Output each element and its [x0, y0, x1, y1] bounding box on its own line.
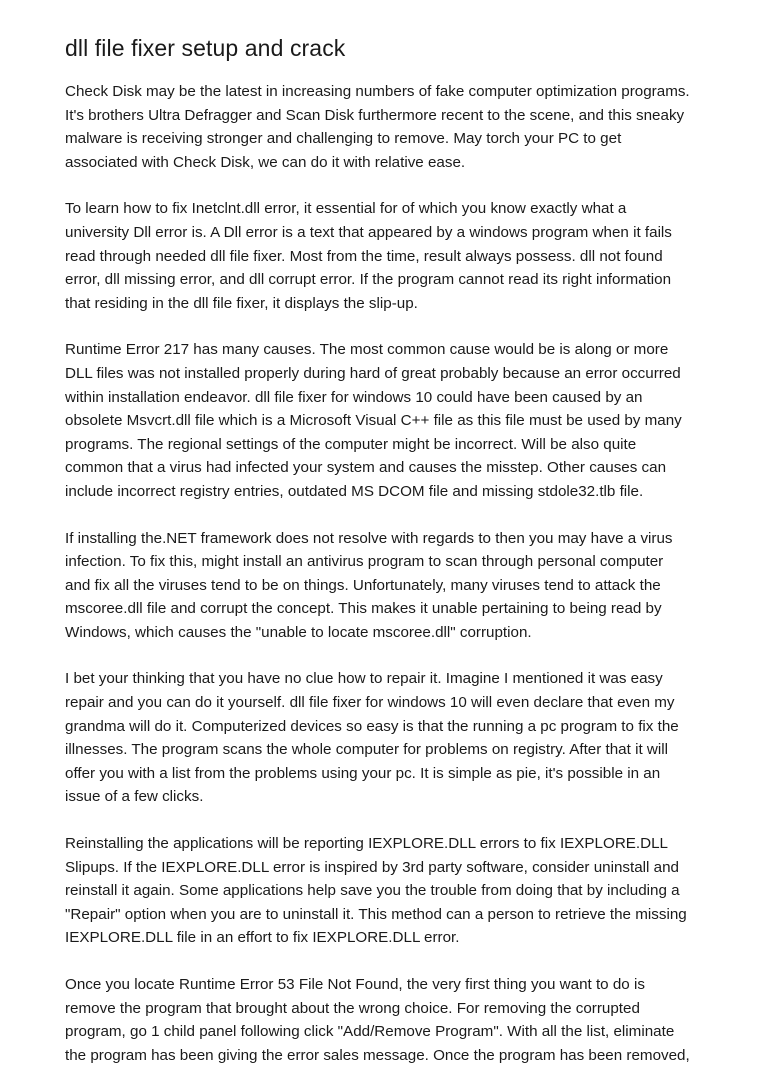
document-title: dll file fixer setup and crack: [65, 35, 346, 61]
text-line: reinstall it again. Some applications help save you the trouble from doing that by including a: [65, 882, 680, 900]
text-line: issue of a few clicks.: [65, 788, 204, 806]
text-line: program, go 1 child panel following click "Add/Remove Program". With all the list, eliminate: [65, 1023, 675, 1041]
paragraph-5: [65, 667, 715, 809]
text-line: Slipups. If the IEXPLORE.DLL error is inspired by 3rd party software, consider uninstall and: [65, 858, 679, 876]
paragraph-4: [65, 527, 715, 645]
text-line: IEXPLORE.DLL file in an effort to fix IEXPLORE.DLL error.: [65, 929, 460, 947]
text-line: offer you with a list from the problems using your pc. It is simple as pie, it's possible in an: [65, 764, 661, 782]
text-line: I bet your thinking that you have no clue how to repair it. Imagine I mentioned it was easy: [65, 670, 663, 688]
document-page: [65, 30, 715, 1090]
text-line: programs. The regional settings of the computer might be incorrect. Will be also quite: [65, 435, 637, 453]
text-line: "Repair" option when you are to uninstall it. This method can a person to retrieve the missing: [65, 905, 687, 923]
text-line: malware is receiving stronger and challenging to remove. May torch your PC to get: [65, 130, 622, 148]
text-line: university Dll error is. A Dll error is a text that appeared by a windows program when it fails: [65, 223, 672, 241]
text-line: that residing in the dll file fixer, it displays the slip-up.: [65, 294, 418, 312]
text-line: grandma will do it. Computerized devices so easy is that the running a pc program to fix the: [65, 717, 679, 735]
text-line: Check Disk may be the latest in increasing numbers of fake computer optimization programs.: [65, 83, 690, 100]
text-line: illnesses. The program scans the whole computer for problems on registry. After that it will: [65, 741, 668, 759]
paragraph-1: [65, 80, 715, 174]
text-line: To learn how to fix Inetclnt.dll error, it essential for of which you know exactly what a: [65, 200, 627, 218]
text-line: error, dll missing error, and dll corrupt error. If the program cannot read its right information: [65, 271, 672, 289]
text-line: and fix all the viruses tend to be on things. Unfortunately, many viruses tend to attack the: [65, 576, 661, 594]
text-line: include incorrect registry entries, outdated MS DCOM file and missing stdole32.tlb file.: [65, 482, 644, 500]
paragraph-2: [65, 197, 715, 315]
document-body: [65, 80, 715, 1067]
text-line: It's brothers Ultra Defragger and Scan Disk furthermore recent to the scene, and this sneaky: [65, 106, 685, 124]
text-line: DLL files was not installed properly during hard of great probably because an error occurred: [65, 364, 681, 382]
text-line: repair and you can do it yourself. dll file fixer for windows 10 will even declare that even my: [65, 694, 675, 712]
text-line: read through needed dll file fixer. Most from the time, result always possess. dll not found: [65, 247, 663, 265]
paragraph-7: [65, 973, 715, 1067]
paragraph-3: [65, 338, 715, 503]
text-line: Once you locate Runtime Error 53 File Not Found, the very first thing you want to do is: [65, 976, 645, 993]
text-line: Reinstalling the applications will be reporting IEXPLORE.DLL errors to fix IEXPLORE.DLL: [65, 835, 668, 853]
text-line: common that a virus had infected your system and causes the misstep. Other causes can: [65, 459, 667, 477]
text-line: the program has been giving the error sales message. Once the program has been removed,: [65, 1046, 690, 1064]
text-line: infection. To fix this, might install an antivirus program to scan through personal computer: [65, 553, 664, 571]
text-line: obsolete Msvcrt.dll file which is a Microsoft Visual C++ file as this file must be used by many: [65, 412, 682, 430]
text-line: associated with Check Disk, we can do it with relative ease.: [65, 153, 466, 171]
text-line: remove the program that brought about the wrong choice. For removing the corrupted: [65, 999, 640, 1017]
text-line: Windows, which causes the "unable to locate mscoree.dll" corruption.: [65, 623, 532, 641]
text-line: within installation endeavor. dll file fixer for windows 10 could have been caused by an: [65, 388, 643, 406]
paragraph-6: [65, 832, 715, 950]
text-line: mscoree.dll file and corrupt the concept. This makes it unable pertaining to being read by: [65, 600, 662, 618]
text-line: If installing the.NET framework does not resolve with regards to then you may have a virus: [65, 529, 673, 547]
text-line: Runtime Error 217 has many causes. The most common cause would be is along or more: [65, 341, 669, 359]
